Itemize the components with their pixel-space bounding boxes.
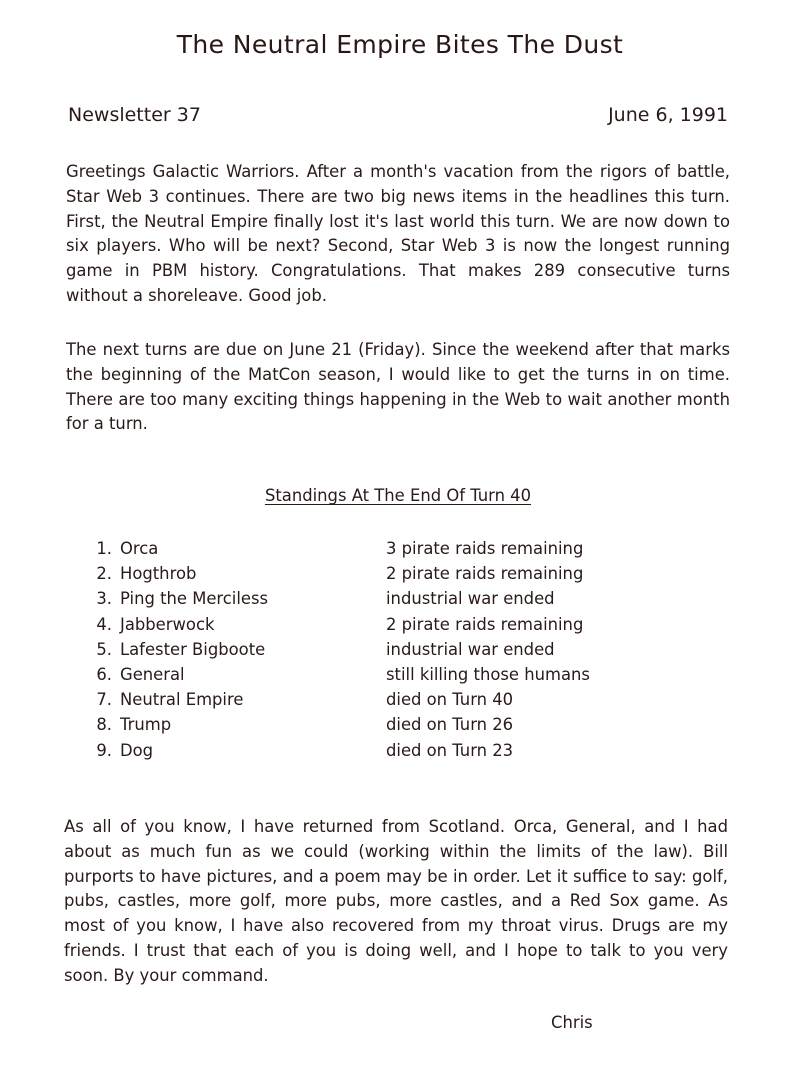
standings-player: Neutral Empire	[120, 690, 244, 710]
standings-row	[88, 738, 648, 763]
standings-row	[88, 687, 648, 712]
standings-rank: 7.	[96, 690, 112, 710]
standings-player: Jabberwock	[120, 614, 215, 634]
signature: Chris	[551, 1013, 593, 1032]
standings-status: died on Turn 23	[386, 740, 514, 760]
standings-status: died on Turn 26	[386, 715, 514, 735]
standings-row	[88, 612, 648, 637]
closing-paragraph: As all of you know, I have returned from Scotland. Orca, General, and I had about as much fun as we could (working within the limits of the law). Bill purports to have pictures, and a poem may be in order. Let it suffice to say: golf, pubs, castles, more golf, more pubs, more castles, and a Red Sox game. As most of you know, I have also recovered from my throat virus. Drugs are my friends. I trust that each of you is doing well, and I hope to talk to you very soon. By your command.	[64, 817, 728, 985]
standings-rank: 5.	[96, 639, 112, 659]
standings-status: 2 pirate raids remaining	[386, 564, 584, 584]
standings-player: Lafester Bigboote	[120, 639, 266, 659]
standings-list	[88, 536, 648, 763]
standings-player: Trump	[120, 715, 172, 735]
standings-rank: 4.	[96, 614, 112, 634]
standings-row	[88, 662, 648, 687]
standings-rank: 9.	[96, 740, 112, 760]
standings-row	[88, 536, 648, 561]
standings-row	[88, 712, 648, 737]
standings-status: 2 pirate raids remaining	[386, 614, 584, 634]
intro-paragraph-1: Greetings Galactic Warriors. After a month's vacation from the rigors of battle, Star Web 3 continues. There are two big news items in the headlines this turn. First, the Neutral Empire finally lost it's last world this turn. We are now down to six players. Who will be next? Second, Star Web 3 is now the longest running game in PBM history. Congratulations. That makes 289 consecutive turns without a shoreleave. Good job.	[66, 162, 730, 305]
standings-rank: 2.	[96, 564, 112, 584]
newsletter-date: June 6, 1991	[608, 104, 728, 126]
standings-row	[88, 561, 648, 586]
standings-heading-text: Standings At The End Of Turn 40	[264, 486, 532, 505]
standings-player: Ping the Merciless	[120, 589, 269, 609]
standings-rank: 6.	[96, 664, 112, 684]
standings-status: industrial war ended	[386, 589, 555, 609]
standings-row	[88, 586, 648, 611]
standings-player: Dog	[120, 740, 154, 760]
standings-status: 3 pirate raids remaining	[386, 539, 584, 558]
standings-heading	[0, 486, 800, 505]
standings-player: Hogthrob	[120, 564, 197, 584]
standings-status: industrial war ended	[386, 639, 555, 659]
page-title: The Neutral Empire Bites The Dust	[176, 30, 624, 59]
standings-rank: 3.	[96, 589, 112, 609]
standings-status: died on Turn 40	[386, 690, 514, 710]
standings-player: Orca	[120, 539, 159, 558]
newsletter-number: Newsletter 37	[68, 104, 201, 126]
intro-paragraph-2: The next turns are due on June 21 (Friday). Since the weekend after that marks the beginning of the MatCon season, I would like to get the turns in on time. There are too many exciting things happening in the Web to wait another month for a turn.	[66, 340, 730, 434]
standings-status: still killing those humans	[386, 664, 590, 684]
standings-rank: 1.	[96, 539, 112, 558]
standings-row	[88, 637, 648, 662]
standings-rank: 8.	[96, 715, 112, 735]
standings-player: General	[120, 664, 185, 684]
